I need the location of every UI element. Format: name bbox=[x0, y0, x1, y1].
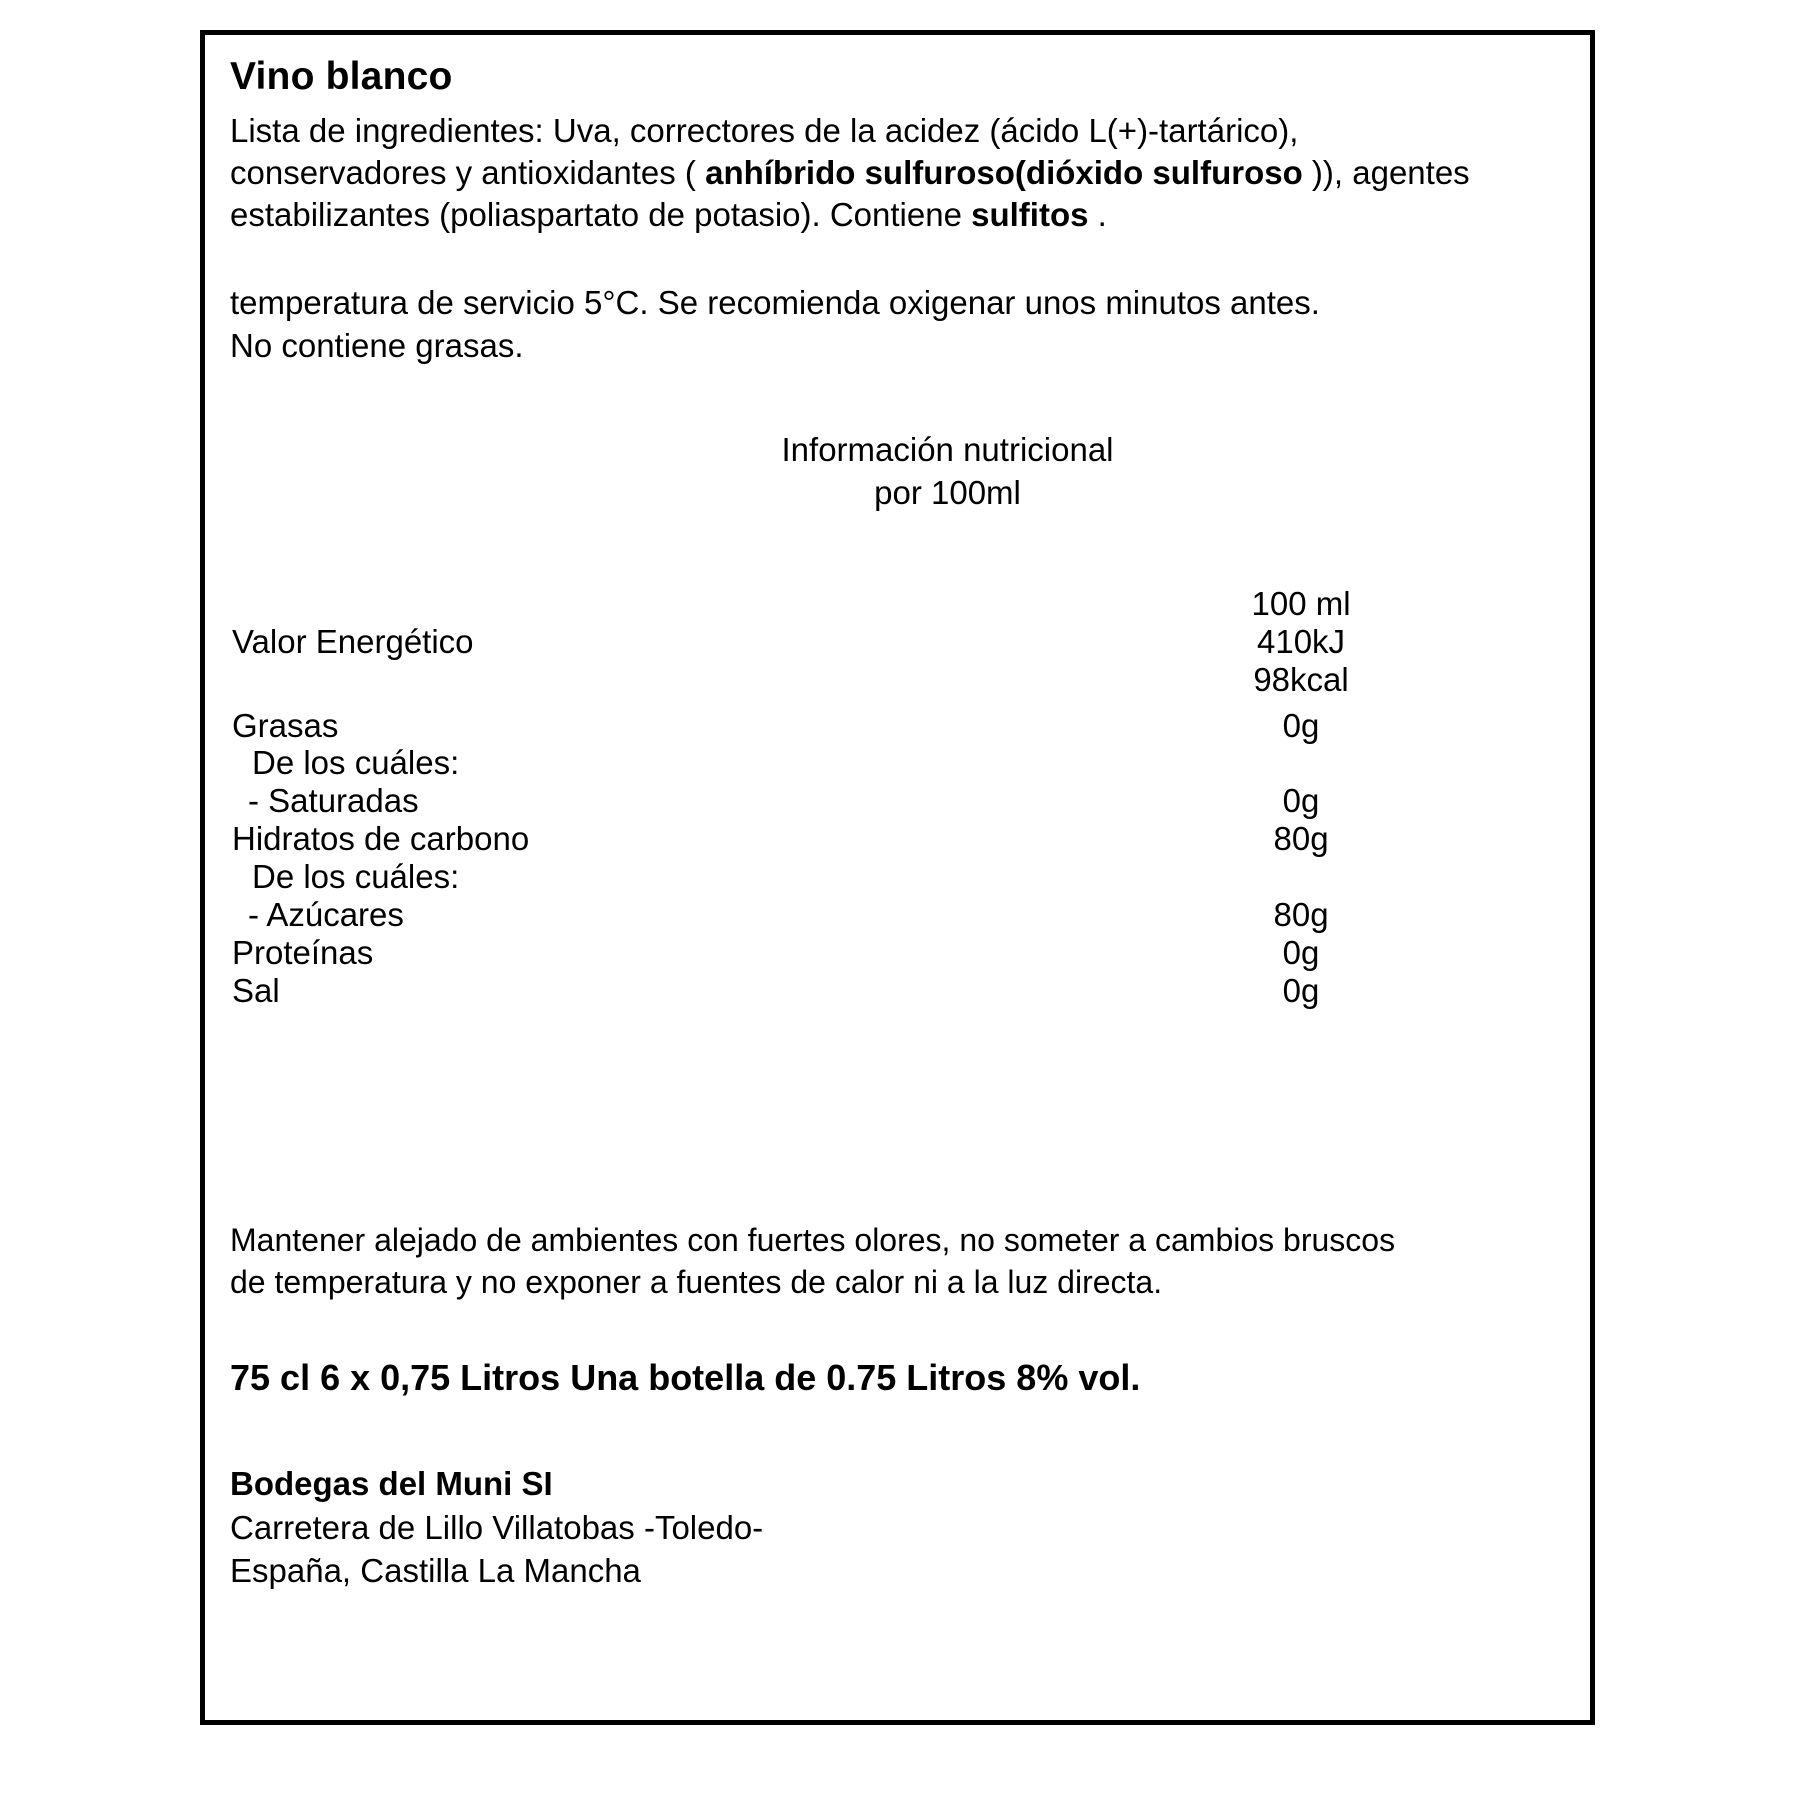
producer-address-line-1: Carretera de Lillo Villatobas -Toledo- bbox=[230, 1508, 764, 1546]
table-row-carbohydrate bbox=[230, 820, 1565, 858]
table-row-fat-ofwhich bbox=[230, 744, 1565, 782]
nutrition-row-value: 410kJ bbox=[1256, 622, 1346, 660]
label-content bbox=[230, 53, 1565, 1593]
nutrition-label-panel bbox=[200, 30, 1595, 1725]
nutrition-row-value: 0g bbox=[1282, 706, 1320, 744]
table-row-carb-ofwhich bbox=[230, 858, 1565, 896]
nutrition-row-value-secondary: 98kcal bbox=[1253, 660, 1349, 698]
nutrition-row-value: 80g bbox=[1273, 820, 1329, 858]
nutrition-row-label: Proteínas bbox=[232, 934, 374, 972]
nutrition-row-value: 0g bbox=[1282, 972, 1320, 1010]
nutrition-row-label: Grasas bbox=[232, 706, 339, 744]
allergen-sulfitos: sulfitos bbox=[971, 196, 1089, 234]
producer-address-line-2: España, Castilla La Mancha bbox=[230, 1552, 641, 1590]
producer-name: Bodegas del Muni SI bbox=[230, 1465, 553, 1502]
nutrition-row-label: De los cuáles: bbox=[252, 858, 460, 896]
ingredients-text-suffix: . bbox=[1088, 196, 1107, 234]
volume-and-abv: 75 cl 6 x 0,75 Litros Una botella de 0.75 Litros 8% vol. bbox=[230, 1357, 1141, 1399]
nutrition-row-value bbox=[1037, 744, 1565, 782]
nutrition-row-label: De los cuáles: bbox=[252, 744, 460, 782]
table-row-saturates bbox=[230, 782, 1565, 820]
nutrition-row-label: - Saturadas bbox=[248, 782, 419, 820]
nutrition-row-label: Sal bbox=[232, 972, 280, 1010]
nutrition-heading-title: Información nutricional bbox=[781, 430, 1114, 468]
nutrition-row-value: 80g bbox=[1273, 896, 1329, 934]
table-row-header bbox=[230, 585, 1565, 623]
no-fat-line: No contiene grasas. bbox=[230, 326, 524, 364]
producer-block bbox=[230, 1462, 1565, 1593]
nutrition-row-label: Hidratos de carbono bbox=[232, 820, 530, 858]
ingredients-text-middle: )), agentes estabilizantes (poliaspartato de potasio). Contiene bbox=[230, 153, 1470, 234]
nutrition-row-value bbox=[1037, 858, 1565, 896]
table-row-energy-kcal bbox=[230, 661, 1565, 699]
storage-line-1: Mantener alejado de ambientes con fuertes olores, no someter a cambios bruscos bbox=[230, 1222, 1396, 1259]
nutrition-row-label: Valor Energético bbox=[232, 622, 474, 660]
ingredients-text-prefix: Lista de ingredientes: Uva, correctores de la acidez (ácido L(+)-tartárico), conservadores y antioxidantes ( bbox=[230, 111, 1299, 191]
table-spacer bbox=[230, 699, 1565, 707]
table-row-sugars bbox=[230, 896, 1565, 934]
nutrition-row-label-empty bbox=[230, 661, 1037, 699]
table-row-salt bbox=[230, 972, 1565, 1010]
serving-note bbox=[230, 282, 1495, 366]
serving-temperature-line: temperatura de servicio 5°C. Se recomienda oxigenar unos minutos antes. bbox=[230, 284, 1320, 322]
nutrition-table bbox=[230, 585, 1565, 1010]
table-row-fat bbox=[230, 707, 1565, 745]
nutrition-heading bbox=[230, 429, 1565, 515]
nutrition-heading-basis: por 100ml bbox=[874, 473, 1021, 511]
nutrition-row-label-empty bbox=[230, 585, 1037, 623]
storage-line-2: de temperatura y no exponer a fuentes de calor ni a la luz directa. bbox=[230, 1263, 1163, 1300]
nutrition-row-value: 0g bbox=[1282, 782, 1320, 820]
table-row-protein bbox=[230, 934, 1565, 972]
storage-instructions bbox=[230, 1220, 1560, 1303]
table-row-energy bbox=[230, 623, 1565, 661]
ingredients-paragraph bbox=[230, 110, 1495, 237]
allergen-sulfur-dioxide: anhíbrido sulfuroso(dióxido sulfuroso bbox=[705, 153, 1303, 191]
nutrition-row-label: - Azúcares bbox=[248, 896, 404, 934]
nutrition-row-value: 0g bbox=[1282, 934, 1320, 972]
nutrition-column-header: 100 ml bbox=[1251, 584, 1351, 622]
page-title: Vino blanco bbox=[230, 55, 453, 98]
